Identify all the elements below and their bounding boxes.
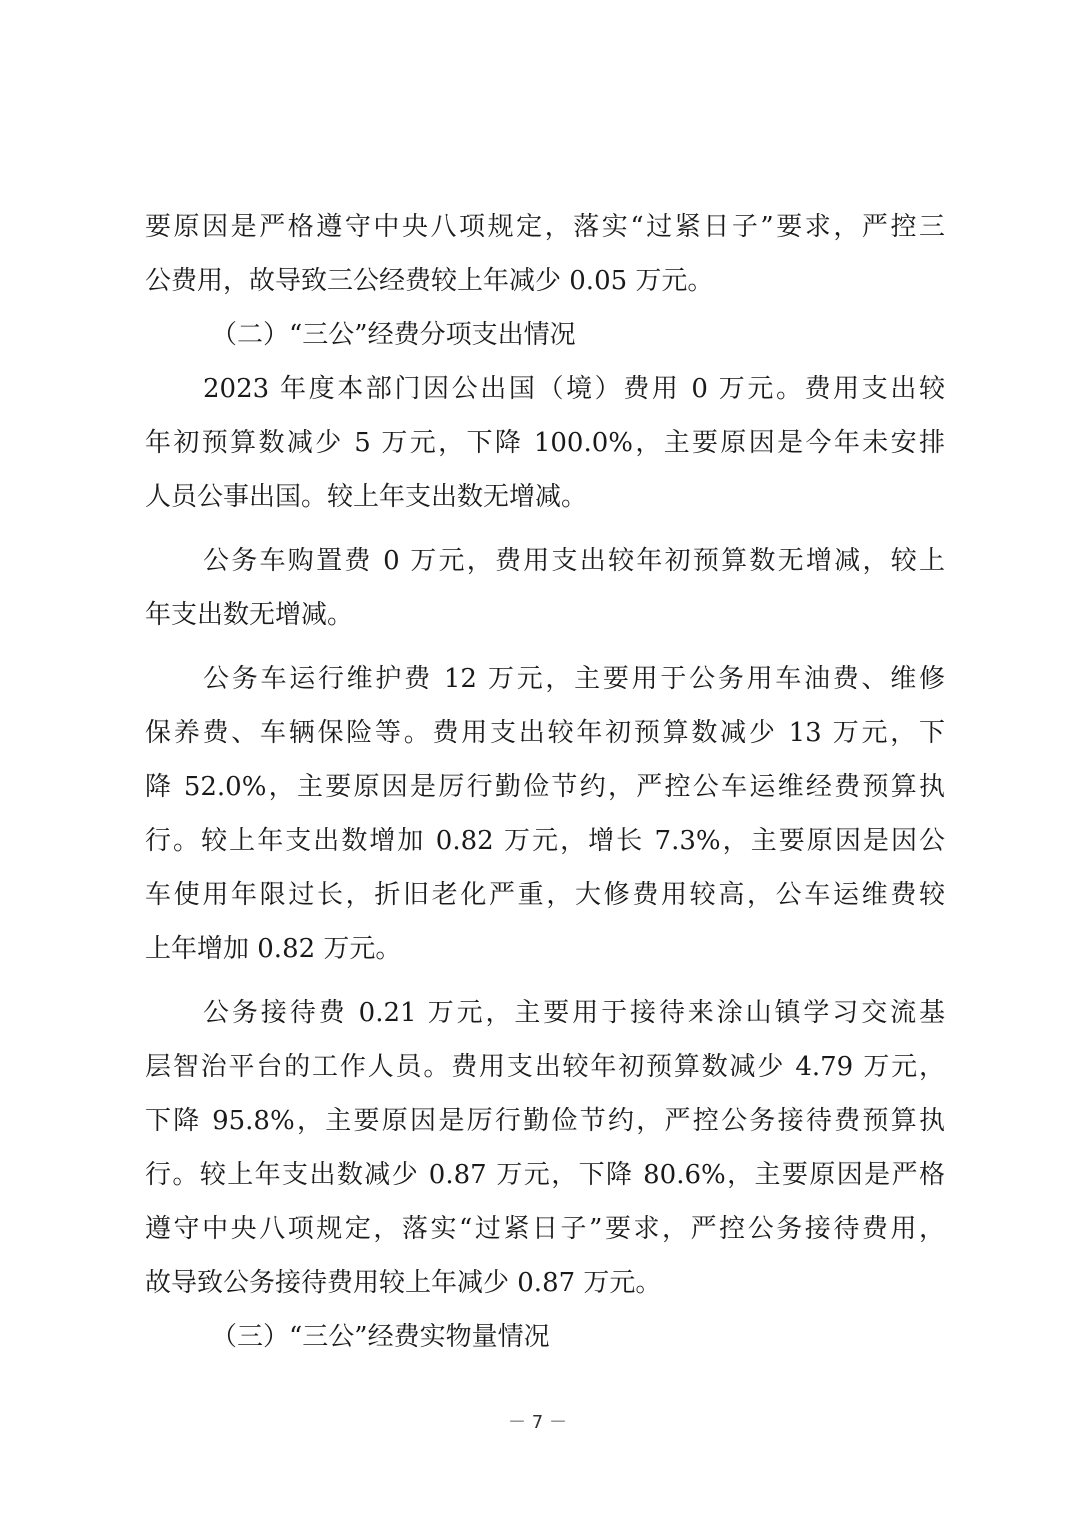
- text-line: 车使用年限过长，折旧老化严重，大修费用较高，公车运维费较: [145, 880, 945, 910]
- text-line: 公务车运行维护费 12 万元，主要用于公务用车油费、维修: [203, 664, 945, 694]
- text-line: 下降 95.8%，主要原因是厉行勤俭节约，严控公务接待费预算执: [145, 1106, 945, 1136]
- text-line: 降 52.0%，主要原因是厉行勤俭节约，严控公车运维经费预算执: [145, 772, 945, 802]
- paragraph-vehicle-maintenance: [145, 652, 945, 976]
- text-line: 行。较上年支出数减少 0.87 万元，下降 80.6%，主要原因是严格: [145, 1160, 945, 1190]
- text-line: 公费用，故导致三公经费较上年减少 0.05 万元。: [145, 266, 714, 296]
- document-body: [145, 200, 945, 1364]
- text-line: 要原因是严格遵守中央八项规定，落实“过紧日子”要求，严控三: [145, 212, 945, 242]
- text-line: 年初预算数减少 5 万元，下降 100.0%，主要原因是今年未安排: [145, 428, 945, 458]
- section-heading-2: （二）“三公”经费分项支出情况: [211, 320, 576, 350]
- section-heading-3: （三）“三公”经费实物量情况: [211, 1322, 550, 1352]
- page-number: － 7 －: [508, 1412, 567, 1433]
- text-line: 故导致公务接待费用较上年减少 0.87 万元。: [145, 1268, 662, 1298]
- text-line: 层智治平台的工作人员。费用支出较年初预算数减少 4.79 万元，: [145, 1052, 945, 1082]
- text-line: 人员公事出国。较上年支出数无增减。: [145, 482, 588, 512]
- paragraph-reception: [145, 986, 945, 1310]
- text-line: 2023 年度本部门因公出国（境）费用 0 万元。费用支出较: [203, 374, 945, 404]
- text-line: 年支出数无增减。: [145, 600, 354, 630]
- paragraph-vehicle-purchase: [145, 534, 945, 642]
- text-line: 公务车购置费 0 万元，费用支出较年初预算数无增减，较上: [203, 546, 945, 576]
- text-line: 上年增加 0.82 万元。: [145, 934, 402, 964]
- text-line: 公务接待费 0.21 万元，主要用于接待来涂山镇学习交流基: [203, 998, 945, 1028]
- text-line: 遵守中央八项规定，落实“过紧日子”要求，严控公务接待费用，: [145, 1214, 945, 1244]
- text-line: 保养费、车辆保险等。费用支出较年初预算数减少 13 万元，下: [145, 718, 945, 748]
- paragraph-overseas-travel: [145, 362, 945, 524]
- paragraph-continuation: [145, 200, 945, 308]
- text-line: 行。较上年支出数增加 0.82 万元，增长 7.3%，主要原因是因公: [145, 826, 945, 856]
